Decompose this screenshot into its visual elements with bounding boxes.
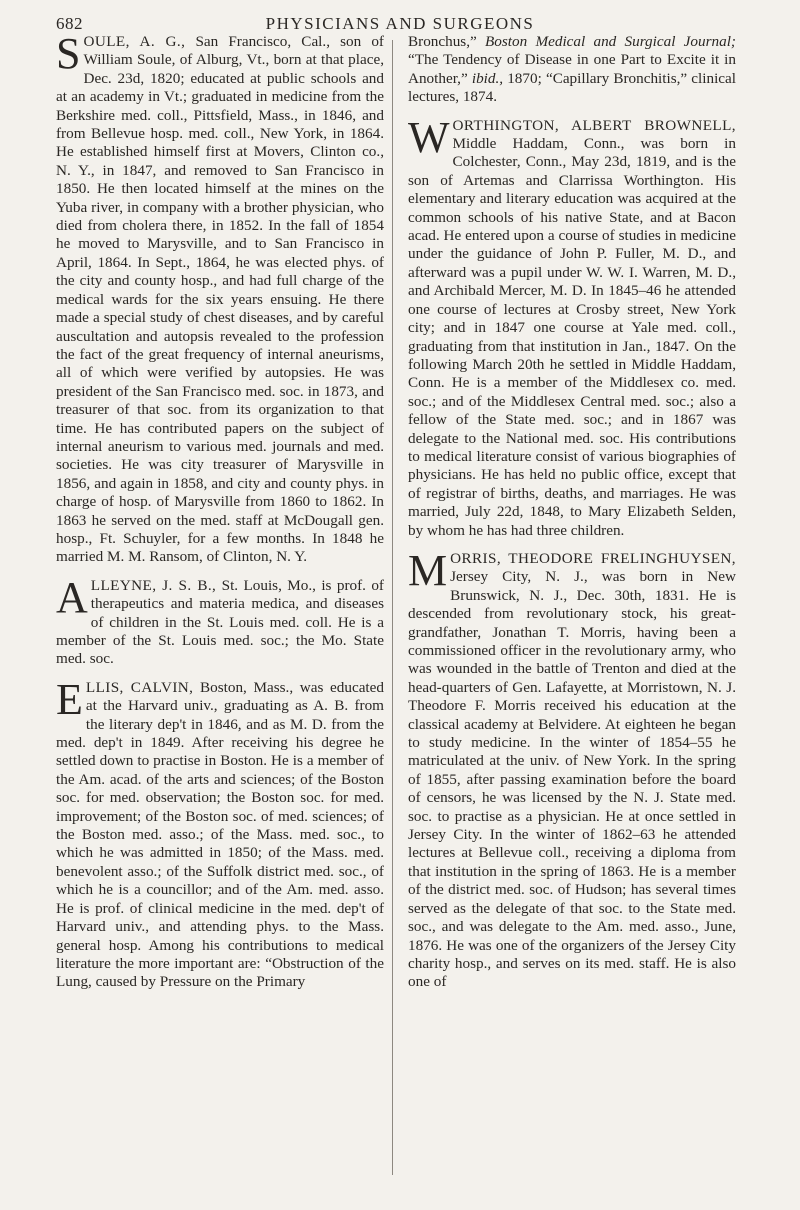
- entry-heading: OULE, A. G.,: [83, 33, 186, 50]
- page-number: 682: [56, 14, 83, 33]
- right-column: [408, 33, 736, 1002]
- left-column: [56, 29, 384, 1002]
- drop-cap: M: [408, 545, 448, 595]
- entry-text: Bronchus,”: [408, 33, 486, 50]
- entry-text: 1870; “Capillary Bronchitis,” clinical lectures, 1874.: [408, 69, 736, 106]
- entry-text: Middle Haddam, Conn., was born in Colchester, Conn., May 23d, 1819, and is the son of Artemas and Clarrissa Worthington. His elementary and literary education was acquired at the common schools of his native State, and at Bacon acad. He entered upon a course of studies in medicine under the guidance of John P. Fuller, M. D., and afterward was a pupil under W. W. I. Warren, M. D., and Archibald Mercer, M. D. In 1845–46 he attended one course of lectures at Crosby street, New York city; and in 1847 one course at Yale med. coll., graduating from that institution in Jan., 1847. On the following March 20th he settled in Middle Haddam, Conn. He is a member of the Middlesex co. med. soc.; and of the Middlesex Central med. soc.; also a fellow of the State med. soc.; and in 1867 was delegate to the National med. soc. His contributions to medical literature consist of various biographies of physicians. He has held no public office, except that of registrar of births, deaths, and marriages. He was married, July 22d, 1848, to Mary Elizabeth Selden, by whom he has had three children.: [408, 135, 736, 539]
- entry-heading: ORTHINGTON, ALBERT BROWNELL,: [452, 116, 736, 134]
- entry-heading: LLIS, CALVIN,: [85, 678, 194, 696]
- running-title: PHYSICIANS AND SURGEONS: [265, 14, 535, 33]
- drop-cap: A: [56, 572, 88, 622]
- entry-soule: [56, 29, 384, 567]
- drop-cap: S: [56, 29, 81, 78]
- entry-morris: [408, 545, 736, 992]
- entry-text: “The Tendency of Disease in one Part to Excite it in Another,”: [408, 51, 736, 87]
- entry-ellis-continued: [408, 33, 736, 107]
- entry-heading: ORRIS, THEODORE FRELINGHUYSEN,: [450, 549, 736, 567]
- entry-heading: LLEYNE, J. S. B.,: [90, 576, 217, 594]
- entry-text: San Francisco, Cal., son of William Soule, of Alburg, Vt., born at that place, Dec. 23d, 1820; educated at public schools and at an academy in Vt.; graduated in medicine from the Berkshire med. coll., Pittsfield, Mass., in 1846, and from Bellevue hosp. med. coll., New York, in 1864. He established himself first at Movers, Clinton co., N. Y., in 1847, and removed to San Francisco in 1850. He then located himself at the mines on the Yuba river, in company with a brother physician, who died from cholera there, in 1852. In the fall of 1854 he moved to Marysville, and to San Francisco in April, 1864. In Sept., 1864, he was elected phys. of the city and county hosp., and had full charge of the medical wards for the six years ensuing. He there made a special study of chest diseases, and by careful auscultation and autopsis revealed to the profession the fact of the great frequency of internal aneurisms, all of which were verified by autopsies. He was president of the San Francisco med. soc. in 1873, and treasurer of that soc. from its organization to that time. He has contributed papers on the subject of internal aneurism to various med. journals and med. societies. He was city treasurer of Marysville in 1856, and again in 1858, and city and county phys. in charge of hosp. of Marysville from 1860 to 1862. In 1863 he served on the med. staff at McDougall gen. hosp., Ft. Schuyler, for a few months. In 1848 he married M. M. Ransom, of Clinton, N. Y.: [56, 33, 384, 566]
- column-divider: [392, 40, 393, 1175]
- entry-ellis: [56, 674, 384, 992]
- entry-alleyne: [56, 572, 384, 669]
- drop-cap: W: [408, 112, 450, 162]
- entry-text: Boston, Mass., was educated at the Harvard univ., graduating as A. B. from the literary dep't in 1846, and as M. D. from the med. dep't in 1849. After receiving his degree he settled down to practise in Boston. He is a member of the Am. acad. of the arts and sciences; of the Boston soc. for med. observation; the Boston soc. for med. improvement; of the Boston soc. of med. sciences; of the Boston med. asso.; of the Mass. med. soc., to which he was admitted in 1850; of the Mass. med. benevolent asso.; of the Suffolk district med. soc., of which he is a councillor; and of the Am. med. asso. He is prof. of clinical medicine in the med. dep't of Harvard univ., and attending phys. to the Mass. general hosp. Among his contributions to medical literature the more important are: “Obstruction of the Lung, caused by Pressure on the Primary: [56, 678, 384, 991]
- journal-title: Boston Medical and Surgical Journal;: [485, 33, 736, 50]
- entry-worthington: [408, 112, 736, 540]
- entry-text: St. Louis, Mo., is prof. of therapeutics and materia medica, and diseases of children in the St. Louis med. coll. He is a member of the St. Louis med. soc.; the Mo. State med. soc.: [56, 576, 384, 668]
- entry-text: Jersey City, N. J., was born in New Brunswick, N. J., Dec. 30th, 1831. He is descended from revolutionary stock, his great-grandfather, Jonathan T. Morris, having been a commissioned officer in the revolutionary army, who was wounded in the battle of Trenton and died at the head-quarters of Gen. Lafayette, at Morristown, N. J. Theodore F. Morris received his education at the classical academy at Belvidere. At eighteen he began to study medicine. In the winter of 1854–55 he matriculated at the univ. of New York. In the spring of 1855, after passing examination before the board of censors, he was licensed by the N. J. State med. soc. to practise as a physician. He at once settled in Jersey City. In the winter of 1862–63 he attended lectures at Bellevue coll., receiving a diploma from that institution in the spring of 1863. He is a member of the district med. soc. of Hudson; has several times served as the delegate of that soc. to the State med. soc., and was delegate to the Am. med. asso., June, 1876. He was one of the organizers of the Jersey City charity hosp., and serves on its med. staff. He is also one of: [408, 568, 736, 991]
- ibid-ref: ibid.,: [471, 69, 504, 87]
- drop-cap: E: [56, 674, 83, 724]
